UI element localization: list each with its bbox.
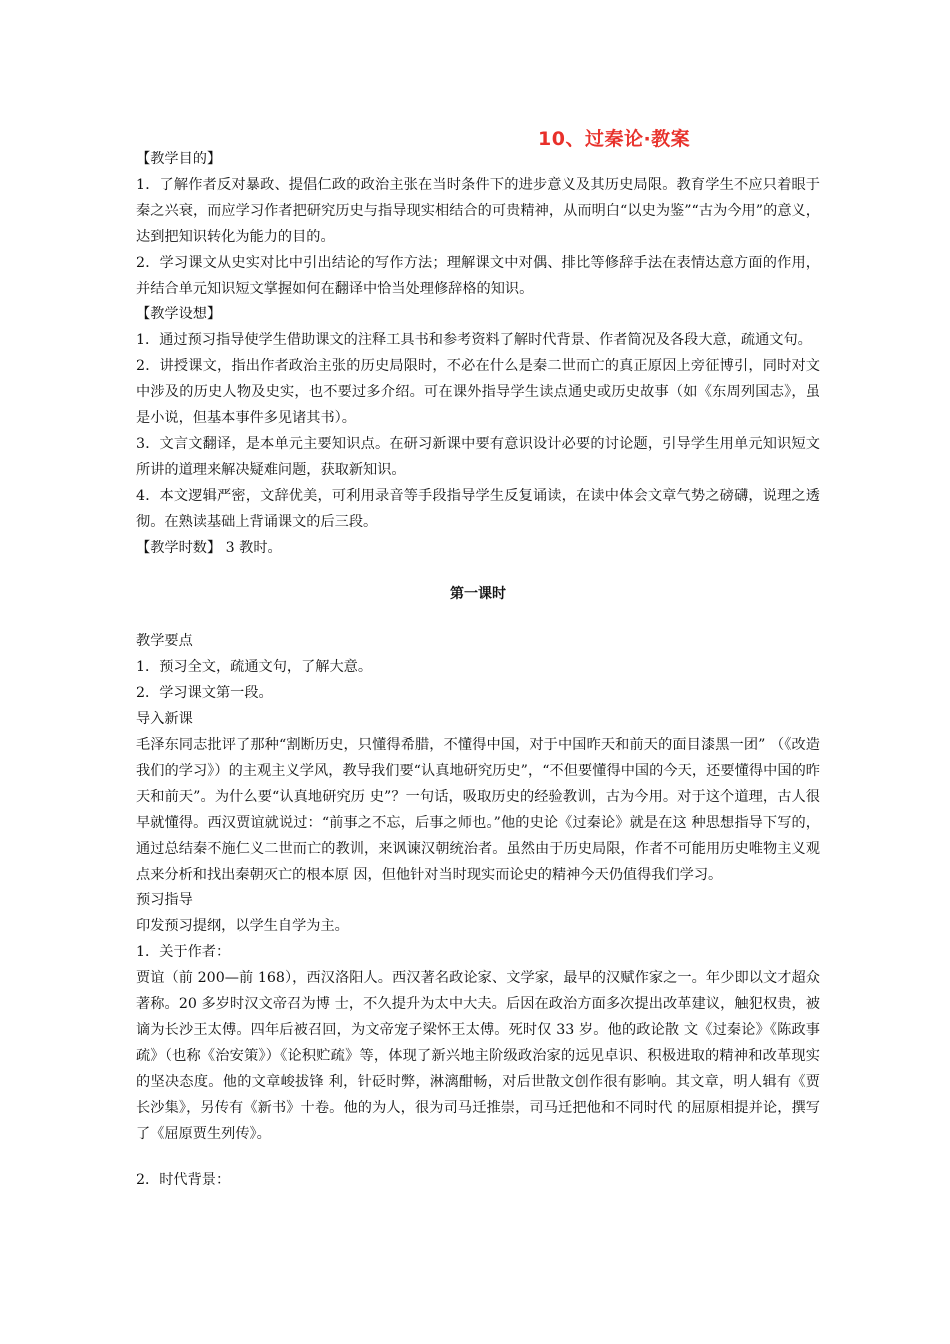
teaching-hours: 【教学时数】 3 教时。 <box>136 539 282 556</box>
key-point-1: 1．预习全文，疏通文句，了解大意。 <box>136 659 373 676</box>
key-points-heading: 教学要点 <box>136 633 193 650</box>
plan-item-3: 3．文言文翻译，是本单元主要知识点。在研习新课中要有意识设计必要的讨论题，引导学生用单元知识短文所讲的道理来解决疑难问题，获取新知识。 <box>136 435 820 478</box>
goals-item-2: 2．学习课文从史实对比中引出结论的写作方法；理解课文中对偶、排比等修辞手法在表情达意方面的作用，并结合单元知识短文掌握如何在翻译中恰当处理修辞格的知识。 <box>136 254 820 297</box>
preview-paragraph: 印发预习提纲，以学生自学为主。 <box>136 918 349 935</box>
key-point-2: 2．学习课文第一段。 <box>136 685 273 702</box>
background-heading: 2．时代背景： <box>136 1171 231 1188</box>
document-body <box>136 147 820 1193</box>
preview-heading: 预习指导 <box>136 892 193 909</box>
goals-item-1: 1．了解作者反对暴政、提倡仁政的政治主张在当时条件下的进步意义及其历史局限。教育学生不应只着眼于秦之兴衰，而应学习作者把研究历史与指导现实相结合的可贵精神，从而明白“以史为鉴”“古为今用”的意义，达到把知识转化为能力的目的。 <box>136 176 820 245</box>
document-title: 10、过秦论·教案 <box>538 128 691 150</box>
author-paragraph: 贾谊（前 200—前 168），西汉洛阳人。西汉著名政论家、文学家，最早的汉赋作家之一。年少即以文才超众著称。20 多岁时汉文帝召为博 士，不久提升为太中大夫。后因在政治方面多次提出改革建议，触犯权贵，被谪为长沙王太傅。四年后被召回，为文帝宠子梁怀王太傅。死时仅 33 岁。他的政论散 文《过秦论》《陈政事疏》（也称《治安策》）《论积贮疏》等，体现了新兴地主阶级政治家的远见卓识、积极进取的精神和改革现实的坚决态度。他的文章峻拔锋 利，针砭时弊，淋漓酣畅，对后世散文创作很有影响。其文章，明人辑有《贾长沙集》，另传有《新书》十卷。他的为人，很为司马迁推崇，司马迁把他和不同时代 的屈原相提并论，撰写了《屈原贾生列传》。 <box>136 970 820 1142</box>
intro-paragraph: 毛泽东同志批评了那种“割断历史，只懂得希腊，不懂得中国，对于中国昨天和前天的面目漆黑一团” （《改造我们的学习》）的主观主义学风，教导我们要“认真地研究历史”，“不但要懂得中国的今天，还要懂得中国的昨天和前天”。为什么要“认真地研究历 史”？一句话，吸取历史的经验教训，古为今用。对于这个道理，古人很早就懂得。西汉贾谊就说过：“前事之不忘，后事之师也。”他的史论《过秦论》就是在这 种思想指导下写的，通过总结秦不施仁义二世而亡的教训，来讽谏汉朝统治者。虽然由于历史局限，作者不可能用历史唯物主义观点来分析和找出秦朝灭亡的根本原 因，但他针对当时现实而论史的精神今天仍值得我们学习。 <box>136 737 820 883</box>
intro-heading: 导入新课 <box>136 711 193 728</box>
plan-heading: 【教学设想】 <box>136 306 222 323</box>
lesson-1-heading: 第一课时 <box>450 585 506 602</box>
plan-item-1: 1．通过预习指导使学生借助课文的注释工具书和参考资料了解时代背景、作者简况及各段大意，疏通文句。 <box>136 332 812 349</box>
plan-item-4: 4．本文逻辑严密，文辞优美，可利用录音等手段指导学生反复诵读，在读中体会文章气势之磅礴，说理之透彻。在熟读基础上背诵课文的后三段。 <box>136 487 820 530</box>
goals-heading: 【教学目的】 <box>136 151 222 167</box>
plan-item-2: 2．讲授课文，指出作者政治主张的历史局限时，不必在什么是秦二世而亡的真正原因上旁征博引，同时对文中涉及的历史人物及史实，也不要过多介绍。可在课外指导学生读点通史或历史故事（如《东周列国志》，虽是小说，但基本事件多见诸其书）。 <box>136 358 820 427</box>
author-heading: 1．关于作者： <box>136 944 231 961</box>
